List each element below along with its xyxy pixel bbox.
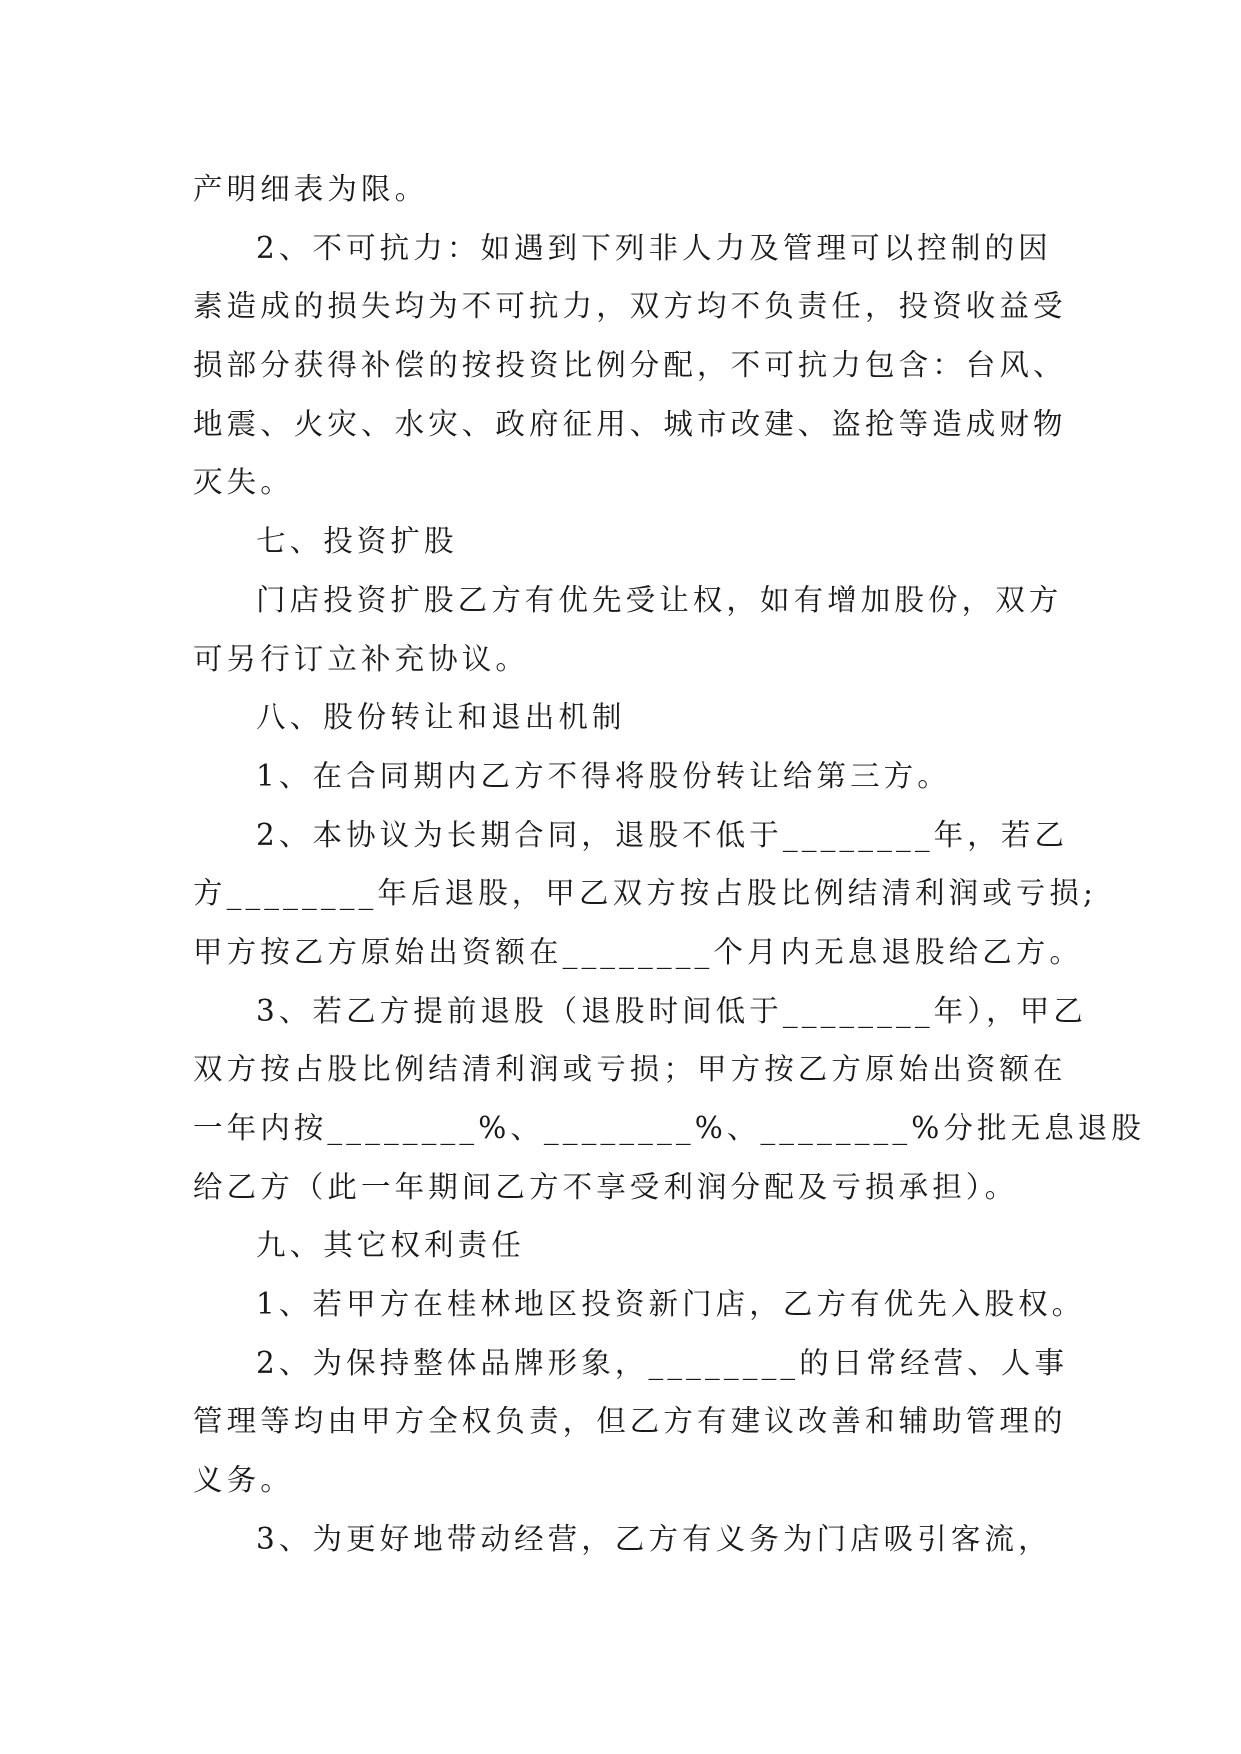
section-heading-7: 七、投资扩股 — [256, 524, 458, 559]
text-line-12: 2、本协议为长期合同，退股不低于________年，若乙 — [256, 817, 1069, 852]
text-line-16: 双方按占股比例结清利润或亏损；甲方按乙方原始出资额在 — [193, 1052, 1067, 1087]
text-line-24: 3、为更好地带动经营，乙方有义务为门店吸引客流， — [256, 1521, 1052, 1556]
text-line-11: 1、在合同期内乙方不得将股份转让给第三方。 — [256, 758, 951, 793]
text-line-8: 门店投资扩股乙方有优先受让权，如有增加股份，双方 — [256, 582, 1063, 617]
text-line-23: 义务。 — [193, 1463, 294, 1498]
text-line-22: 管理等均由甲方全权负责，但乙方有建议改善和辅助管理的 — [193, 1404, 1067, 1439]
text-line-1: 产明细表为限。 — [193, 172, 429, 206]
text-line-20: 1、若甲方在桂林地区投资新门店，乙方有优先入股权。 — [256, 1287, 1086, 1322]
text-line-6: 灭失。 — [193, 465, 294, 500]
text-line-9: 可另行订立补充协议。 — [193, 641, 530, 676]
section-heading-9: 九、其它权利责任 — [256, 1228, 525, 1263]
text-line-3: 素造成的损失均为不可抗力，双方均不负责任，投资收益受 — [193, 289, 1067, 324]
text-line-18: 给乙方（此一年期间乙方不享受利润分配及亏损承担）。 — [193, 1169, 1019, 1204]
text-line-2: 2、不可抗力：如遇到下列非人力及管理可以控制的因 — [256, 230, 1052, 265]
text-line-5: 地震、火灾、水灾、政府征用、城市改建、盗抢等造成财物 — [193, 406, 1067, 441]
text-line-4: 损部分获得补偿的按投资比例分配，不可抗力包含：台风、 — [193, 348, 1067, 383]
text-line-13: 方________年后退股，甲乙双方按占股比例结清利润或亏损; — [193, 876, 1098, 911]
text-line-17: 一年内按________%、________%、________%分批无息退股 — [193, 1111, 1145, 1145]
text-line-15: 3、若乙方提前退股（退股时间低于________年），甲乙 — [256, 993, 1087, 1028]
text-line-14: 甲方按乙方原始出资额在________个月内无息退股给乙方。 — [193, 934, 1084, 969]
text-line-21: 2、为保持整体品牌形象，________的日常经营、人事 — [256, 1345, 1069, 1380]
document-body — [193, 160, 1145, 1569]
section-heading-8: 八、股份转让和退出机制 — [256, 700, 626, 735]
